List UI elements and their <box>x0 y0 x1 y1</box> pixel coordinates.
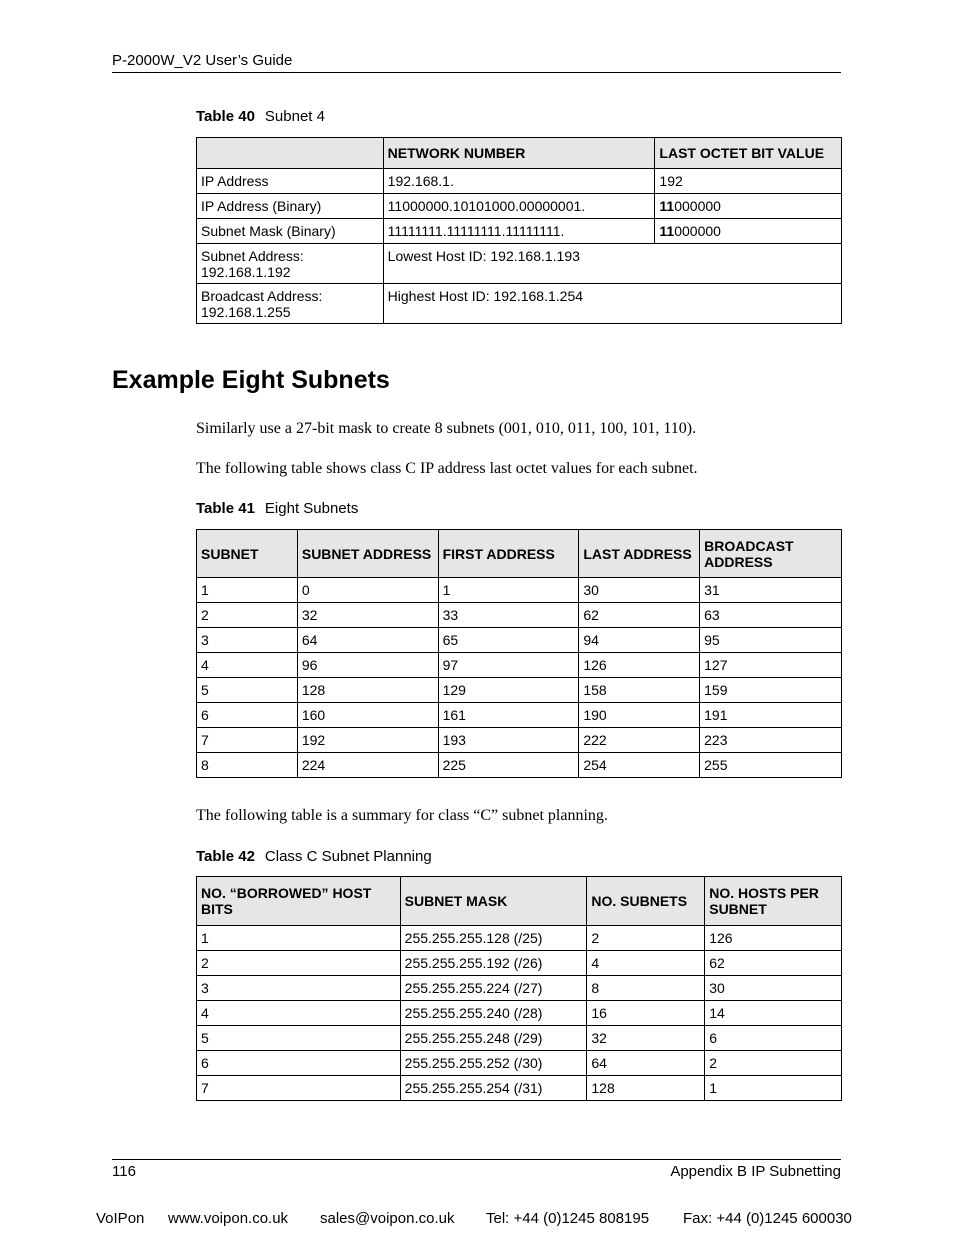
table-cell: 30 <box>705 976 842 1001</box>
table-subnet-4 <box>196 137 842 324</box>
table-cell: 255.255.255.240 (/28) <box>400 1001 587 1026</box>
table42-header-hosts-per-subnet: NO. HOSTS PER SUBNET <box>705 877 842 926</box>
table-cell: 2 <box>587 926 705 951</box>
subnet-address-label: Subnet Address: <box>201 248 304 264</box>
table40-row-label: IP Address <box>197 169 384 194</box>
table40-header-bit-value: LAST OCTET BIT VALUE <box>655 138 842 169</box>
table40-row-label: IP Address (Binary) <box>197 194 384 219</box>
table42-header-borrowed-bits: NO. “BORROWED” HOST BITS <box>197 877 401 926</box>
table-row <box>197 1026 842 1051</box>
table-cell: 1 <box>705 1076 842 1101</box>
table40-header-network: NETWORK NUMBER <box>383 138 655 169</box>
table40-bit-cell <box>655 194 842 219</box>
table-row <box>197 628 842 653</box>
table-cell: 190 <box>579 703 700 728</box>
table40-title: Subnet 4 <box>264 108 325 125</box>
footer-rule <box>112 1159 841 1160</box>
table40-bit-cell <box>655 219 842 244</box>
table41-header-subnet-address: SUBNET ADDRESS <box>297 530 438 578</box>
table-cell: 254 <box>579 753 700 778</box>
table-eight-subnets <box>196 529 842 778</box>
header-rule <box>112 72 841 73</box>
table-row <box>197 194 842 219</box>
table-row <box>197 1076 842 1101</box>
table-cell: 192 <box>297 728 438 753</box>
subnet-address-cell <box>197 244 384 284</box>
table-row <box>197 703 842 728</box>
table-cell: 255.255.255.224 (/27) <box>400 976 587 1001</box>
table-cell: 126 <box>705 926 842 951</box>
table-row <box>197 169 842 194</box>
table40-header-blank <box>197 138 384 169</box>
table40-caption <box>196 108 325 125</box>
table41-header-first-address: FIRST ADDRESS <box>438 530 579 578</box>
table-cell: 30 <box>579 578 700 603</box>
table-cell: 255.255.255.128 (/25) <box>400 926 587 951</box>
table-cell: 6 <box>705 1026 842 1051</box>
table41-header-row <box>197 530 842 578</box>
table40-label: Table 40 <box>196 108 255 125</box>
footer-telephone: Tel: +44 (0)1245 808195 <box>486 1210 650 1227</box>
table-cell: 129 <box>438 678 579 703</box>
table-cell: 224 <box>297 753 438 778</box>
table-row <box>197 603 842 628</box>
table-cell: 4 <box>197 1001 401 1026</box>
table41-header-subnet: SUBNET <box>197 530 298 578</box>
table-cell: 255.255.255.192 (/26) <box>400 951 587 976</box>
table-cell: 64 <box>587 1051 705 1076</box>
table-cell: 62 <box>579 603 700 628</box>
table-cell: 96 <box>297 653 438 678</box>
table-cell: 31 <box>700 578 842 603</box>
table-row <box>197 244 842 284</box>
table40-bit-cell <box>655 169 842 194</box>
table41-body <box>197 578 842 778</box>
table40-network-cell: 192.168.1. <box>383 169 655 194</box>
table-cell: 3 <box>197 628 298 653</box>
table-cell: 255.255.255.252 (/30) <box>400 1051 587 1076</box>
table-cell: 7 <box>197 1076 401 1101</box>
table-cell: 4 <box>197 653 298 678</box>
table40-header-row <box>197 138 842 169</box>
table-cell: 33 <box>438 603 579 628</box>
table-cell: 6 <box>197 1051 401 1076</box>
table-row <box>197 753 842 778</box>
table-row <box>197 728 842 753</box>
table-cell: 64 <box>297 628 438 653</box>
table-cell: 127 <box>700 653 842 678</box>
footer-fax: Fax: +44 (0)1245 600030 <box>683 1210 852 1227</box>
table-cell: 158 <box>579 678 700 703</box>
table-row <box>197 219 842 244</box>
table-class-c-subnet-planning <box>196 876 842 1101</box>
table-cell: 0 <box>297 578 438 603</box>
table40-network-cell: 11000000.10101000.00000001. <box>383 194 655 219</box>
table-cell: 222 <box>579 728 700 753</box>
table-cell: 5 <box>197 1026 401 1051</box>
table42-caption <box>196 848 432 865</box>
table42-header-row <box>197 877 842 926</box>
table-row <box>197 284 842 324</box>
paragraph-table-intro: The following table shows class C IP address last octet values for each subnet. <box>196 460 698 477</box>
subnet-address-value: 192.168.1.192 <box>201 264 291 280</box>
section-heading: Example Eight Subnets <box>112 366 390 394</box>
table-cell: 14 <box>705 1001 842 1026</box>
page-number: 116 <box>112 1163 136 1180</box>
table-cell: 6 <box>197 703 298 728</box>
table-row <box>197 1051 842 1076</box>
table-cell: 32 <box>297 603 438 628</box>
table-cell: 126 <box>579 653 700 678</box>
broadcast-address-cell <box>197 284 384 324</box>
table-row <box>197 951 842 976</box>
table42-header-subnet-mask: SUBNET MASK <box>400 877 587 926</box>
paragraph-27-bit-mask: Similarly use a 27-bit mask to create 8 subnets (001, 010, 011, 100, 101, 110). <box>196 420 697 437</box>
table-cell: 2 <box>197 951 401 976</box>
running-header-title: P-2000W_V2 User’s Guide <box>112 52 293 69</box>
table-row <box>197 678 842 703</box>
table42-header-no-subnets: NO. SUBNETS <box>587 877 705 926</box>
table-cell: 255.255.255.254 (/31) <box>400 1076 587 1101</box>
table-cell: 161 <box>438 703 579 728</box>
footer-section-title: Appendix B IP Subnetting <box>670 1163 841 1180</box>
table-cell: 8 <box>587 976 705 1001</box>
table-cell: 95 <box>700 628 842 653</box>
footer-email-link[interactable]: sales@voipon.co.uk <box>320 1210 455 1227</box>
table-cell: 8 <box>197 753 298 778</box>
broadcast-address-label: Broadcast Address: <box>201 288 323 304</box>
table-row <box>197 653 842 678</box>
table-cell: 225 <box>438 753 579 778</box>
footer-company: VoIPon <box>96 1210 145 1227</box>
table-cell: 3 <box>197 976 401 1001</box>
table40-row-label: Subnet Mask (Binary) <box>197 219 384 244</box>
table-cell: 2 <box>197 603 298 628</box>
bit-bold: 11 <box>659 198 675 214</box>
footer-website-link[interactable]: www.voipon.co.uk <box>168 1210 289 1227</box>
table42-label: Table 42 <box>196 848 255 865</box>
table-cell: 1 <box>197 926 401 951</box>
table-cell: 191 <box>700 703 842 728</box>
table-cell: 4 <box>587 951 705 976</box>
table-cell: 63 <box>700 603 842 628</box>
table-cell: 94 <box>579 628 700 653</box>
table-cell: 255.255.255.248 (/29) <box>400 1026 587 1051</box>
table-cell: 160 <box>297 703 438 728</box>
table-cell: 1 <box>197 578 298 603</box>
table-cell: 5 <box>197 678 298 703</box>
table-cell: 65 <box>438 628 579 653</box>
table41-label: Table 41 <box>196 500 255 517</box>
table-cell: 255 <box>700 753 842 778</box>
table-cell: 2 <box>705 1051 842 1076</box>
table-row <box>197 1001 842 1026</box>
table-cell: 62 <box>705 951 842 976</box>
bit-rest: 192 <box>659 173 683 189</box>
table-row <box>197 578 842 603</box>
bit-rest: 000000 <box>674 198 721 214</box>
broadcast-address-value: 192.168.1.255 <box>201 304 291 320</box>
table-cell: 97 <box>438 653 579 678</box>
highest-host-id: Highest Host ID: 192.168.1.254 <box>383 284 841 324</box>
table41-header-last-address: LAST ADDRESS <box>579 530 700 578</box>
table41-header-broadcast-address: BROADCAST ADDRESS <box>700 530 842 578</box>
table40-network-cell: 11111111.11111111.11111111. <box>383 219 655 244</box>
table-cell: 16 <box>587 1001 705 1026</box>
table41-caption <box>196 500 358 517</box>
table42-body <box>197 926 842 1101</box>
lowest-host-id: Lowest Host ID: 192.168.1.193 <box>383 244 841 284</box>
table42-title: Class C Subnet Planning <box>264 848 432 865</box>
bit-rest: 000000 <box>674 223 721 239</box>
table41-title: Eight Subnets <box>264 500 359 517</box>
table-cell: 128 <box>587 1076 705 1101</box>
table-cell: 32 <box>587 1026 705 1051</box>
table-cell: 128 <box>297 678 438 703</box>
paragraph-summary-intro: The following table is a summary for class “C” subnet planning. <box>196 807 608 824</box>
table-cell: 7 <box>197 728 298 753</box>
table-row <box>197 926 842 951</box>
table-row <box>197 976 842 1001</box>
table-cell: 223 <box>700 728 842 753</box>
table-cell: 1 <box>438 578 579 603</box>
bit-bold: 11 <box>659 223 675 239</box>
table-cell: 193 <box>438 728 579 753</box>
table-cell: 159 <box>700 678 842 703</box>
